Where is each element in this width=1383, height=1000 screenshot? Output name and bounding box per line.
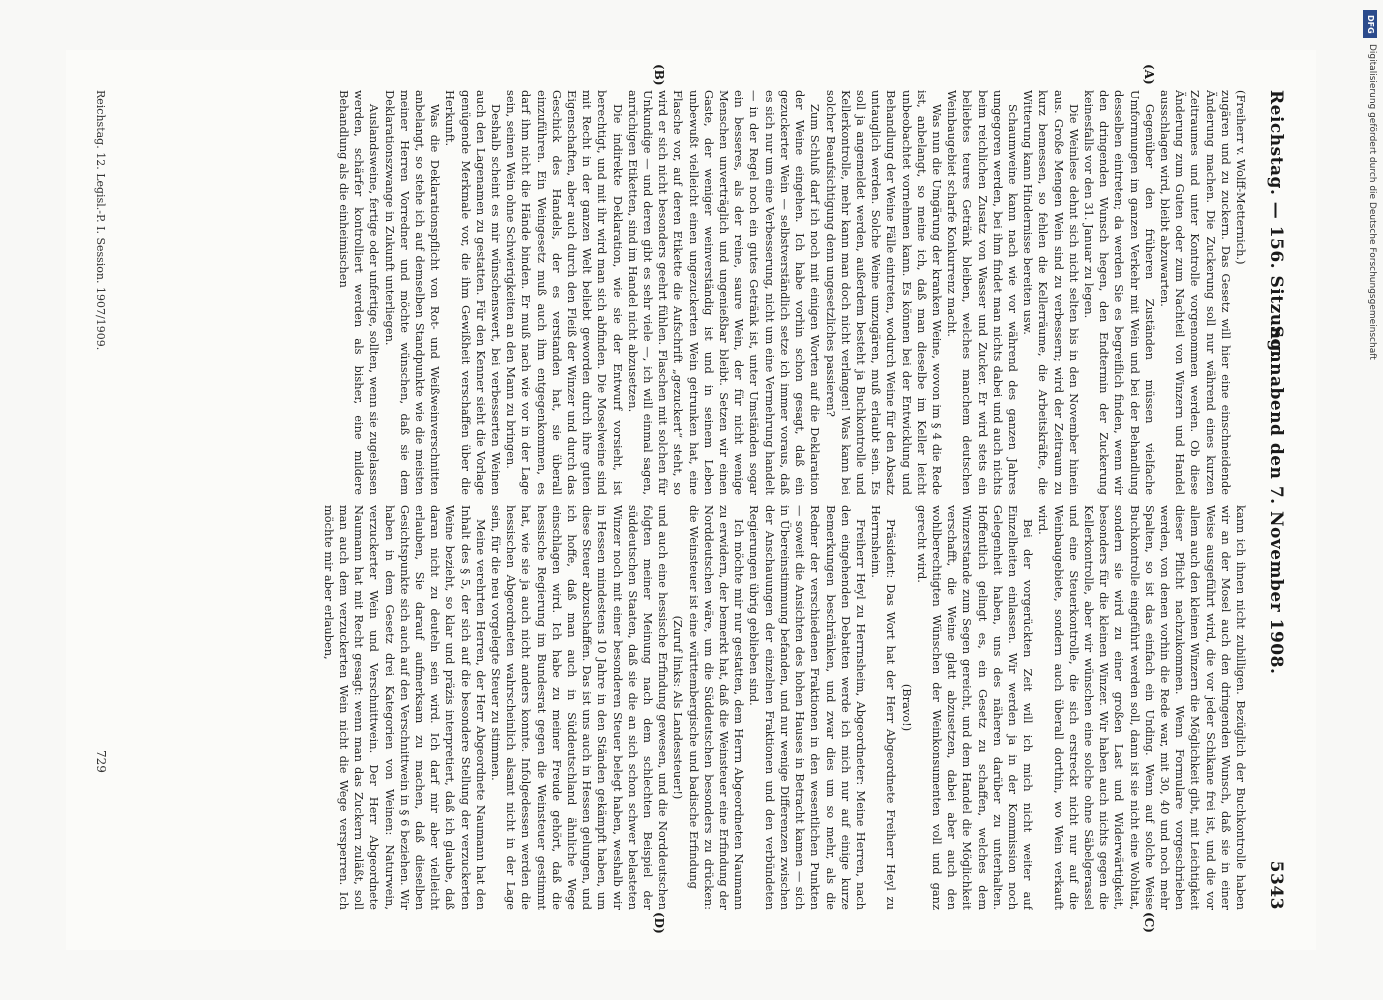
dfg-logo: DFG [1363,10,1377,38]
margin-marker-d: (D) [652,912,666,934]
footer-session-info: Reichstag. 12. Legisl.-P. I. Session. 1907/1909. [94,90,107,351]
margin-marker-c: (C) [1142,912,1156,933]
applause-note: (Bravo!) [899,683,914,732]
text-column-right [168,505,1248,910]
margin-marker-b: (B) [652,64,666,86]
header-date: Sonnabend den 7. November 1908. [1266,325,1286,675]
paragraph: zugären und zu zuckern. Das Gesetz will hier eine einschneidende Änderung machen. Die Zuckerung soll nur während eines kurzen Zeitraumes und unter Kontrolle vorgenommen werden. Ob diese Änderung zum Guten oder zum Nachteil von Winzern und Handel ausschlagen wird, bleibt abzuwarten. [1157,90,1233,495]
paragraph: Schaumweine kann nach wie vor während des ganzen Jahres umgegoren werden, bei ihm findet man nichts dabei und auch nichts beim reichlichen Zusatz von Wasser und Zucker. Er wird stets ein beliebtes teures Getränk bleiben, welches manchem deutschen Weinbaugebiet scharfe Konkurrenz macht. [945,90,1020,495]
speech-paragraph: Freiherr Heyl zu Herrnsheim, Abgeordneter: Meine Herren, nach den eingehenden Debatten werde ich mich nur auf einige kurze Bemerkungen beschränken, und zwar dies um so mehr, als die Redner der verschiedenen Fraktionen in den wesentlichen Punkten — soweit die Ansichten des hohen Hauses in Betracht kamen — sich in Übereinstimmung befanden, und nur wenige Differenzen zwischen der Anschauungen der einzelnen Fraktionen und den verbündeten Regierungen übrig geblieben sind. [747,505,868,910]
page-header [1258,90,1286,910]
paragraph: Zum Schluß darf ich noch mit einigen Worten auf die Deklaration der Weine eingehen. Ich habe vorhin schon gesagt, daß ein gezuckerter Wein — selbstverständlich setze ich immer voraus, daß es sich nur um eine Verbesserung, nicht um eine Vermehrung handelt — in der Regel noch ein gutes Getränk ist, unter Umständen sogar ein besseres, als der reine, saure Wein, der für nicht wenige Menschen unverträglich und ungenießbar bleibt. Setzen wir einen Gaste, der weniger weinverständig ist und in seinem Leben unbewußt vielleicht einen ungezuckerten Wein getrunken hat, eine Flasche vor, auf deren Etikette die Aufschrift „gezuckert“ steht, so wird er sich nicht besonders geehrt fühlen. Flaschen mit solchen für Unkundige — und deren gibt es sehr viele —, ich will einmal sagen, anrüchigen Etiketten, sind im Handel nicht abzusetzen. [625,90,823,495]
rotated-newspaper-page [66,50,1316,950]
header-left: Reichstag. — 156. Sitzung. [1266,90,1286,359]
paragraph: kann ich ihnen nicht zubilligen. Bezüglich der Buchkontrolle haben wir an der Mosel auch den dringenden Wunsch, daß sie in einer Weise ausgeführt wird, die vor jeder Schikane frei ist, und die vor allem auch den kleinen Winzern die Möglichkeit gibt, mit Leichtigkeit dieser Pflicht nachzukommen. Wenn Formulare vorgeschrieben werden, von denen vorhin die Rede war, mit 30, 40 und noch mehr Spalten, so ist das einfach ein Unding. Wenn auf solche Weise Buchkontrolle eingeführt werden soll, dann ist sie nicht eine Wohltat, sondern sie wird zu einer großen Last und Widerwärtigkeit, besonders für die kleinen Winzer. Wir haben auch nichts gegen die Kellerkontrolle, aber wir wünschen eine solche ohne Säbelgerassel und eine Steuerkontrolle, die sich erstreckt nicht nur auf die Weinbaugebiete, sondern auch überall dorthin, wo Wein verkauft wird. [1036,505,1248,910]
president-remark: Präsident: Das Wort hat der Herr Abgeordnete Freiherr Heyl zu Herrnsheim. [869,505,899,910]
column-speaker-note: (Freiherr v. Wolff-Metternich.) [1234,90,1248,265]
margin-marker-a: (A) [1142,64,1156,85]
interjection-note: (Zuruf links: Als Landessteuer!) [671,615,686,800]
paragraph: Die Weinlese dehnt sich nicht selten bis in den November hinein aus. Große Mengen Wein sind zu verbessern; wird der Zeitraum zu kurz bemessen, so fehlen die Kellerräume, die Arbeitskräfte, die Witterung kann Hindernisse bereiten usw. [1021,90,1081,495]
text-column-left [168,90,1248,495]
paragraph: Deshalb scheint es mir wünschenswert, bei verbesserten Weinen auch den Lagenamen zu gestatten. Für den Kenner sieht die Vorlage genügende Merkmale vor, die ihm Gewißheit verschaffen über die Herkunft. [443,90,504,495]
paragraph: Die indirekte Deklaration, wie sie der Entwurf vorsieht, ist berechtigt, und mit ihr wird man sich abfinden. Die Moselweine sind mit Recht in der ganzen Welt beliebt geworden durch ihre guten Eigenschaften, aber auch durch den Fleiß der Winzer und durch das Geschick des Handels, der es verstanden hat, sie überall einzuführen. Ein Weingesetz muß auch ihm entgegenkommen, es darf ihm nicht die Hände binden. Er muß nach wie vor in der Lage sein, seinen Wein ohne Schwierigkeiten an den Mann zu bringen. [504,90,625,495]
digitization-credit [1363,10,1377,990]
paragraph: Ich möchte mir nur gestatten, dem Herrn Abgeordneten Naumann zu erwidern, der bemerkt hat, daß die Weinsteuer eine Erfindung der Norddeutschen wäre, um die Süddeutschen besonders zu drücken: die Weinsteuer ist eine württembergische und badische Erfindung [686,505,747,910]
paragraph: und auch eine hessische Erfindung gewesen, und die Norddeutschen folgten meiner Meinung nach dem schlechten Beispiel der süddeutschen Staaten, daß sie die an sich schon schwer belasteten Winzer noch mit einer besonderen Steuer belegt haben, weshalb wir in Hessen mindestens 10 Jahre in den Ständen gekämpft haben, um diese Steuer abzuschaffen. Das ist uns auch in Hessen gelungen, und ich hoffe, daß man auch in Süddeutschland ähnliche Wege einschlagen wird. Ich habe zu meiner Freude gehört, daß die hessische Regierung im Bundesrat gegen die Weinsteuer gestimmt hat, wie sie ja auch nicht anders konnte. Infolgedessen werden die hessischen Abgeordneten wahrscheinlich alsamt nicht in der Lage sein, für die neu vorgelegte Steuer zu stimmen. [489,505,671,910]
paragraph: Gegenüber den früheren Zuständen müssen vielfache Umformungen im ganzen Verkehr mit Wein und bei der Behandlung desselben eintreten; da werden Sie es begreiflich finden, wenn wir den dringenden Wunsch hegen, den Endtermin der Zuckerung keinesfalls vor den 31. Januar zu legen. [1081,90,1157,495]
footer-sheet-number: 729 [94,750,108,773]
paragraph: Was nun die Umgärung der kranken Weine, wovon im § 4 die Rede ist, anbelangt, so meine ich, daß man dieselbe im Keller leicht unbeobachtet vornehmen kann. Es können bei der Entwicklung und Behandlung der Weine Fälle eintreten, wodurch Weine für den Absatz untauglich werden. Solche Weine umzugären, muß erlaubt sein. Es soll ja angemeldet werden, außerdem besteht ja Buchkontrolle und Kellerkontrolle, mehr kann man doch nicht verlangen! Was kann bei solcher Beaufsichtigung denn ungesetzliches passieren? [823,90,944,495]
paragraph: Was die Deklarationspflicht von Rot- und Weißweinverschnitten anbelangt, so stehe ich auf demselben Standpunkte wie die meisten meiner Herren Vorredner und möchte wünschen, daß sie dem Deklarationszwange in Zukunft unterliegen. [382,90,443,495]
header-page-number: 5343 [1266,860,1286,910]
digitization-credit-text: Digitalisierung gefördert durch die Deutsche Forschungsgemeinschaft [1367,44,1377,360]
paragraph: Auslandsweine, fertige oder unfertige, sollten, wenn sie zugelassen werden, schärfer kontrolliert werden als bisher, eine mildere Behandlung als die einheimischen [337,90,382,495]
paragraph: Meine verehrten Herren, der Herr Abgeordnete Naumann hat den Inhalt des § 5, der sich auf die besondere Stellung der verzuckerten Weine bezieht, so klar und präzis interpretiert, daß ich glaube, daß daran nicht zu deuteln sein wird. Ich darf mir aber vielleicht erlauben, Sie darauf aufmerksam zu machen, daß dieselben Gesichtspunkte sich auch auf den Verschnittwein in § 6 beziehen. Wir haben in dem Gesetz drei Kategorien von Weinen: Naturwein, verzuckerter Wein und Verschnittwein. Der Herr Abgeordnete Naumann hat mit Recht gesagt: wenn man das Zuckern zuläßt, soll man auch dem verzuckerten Wein nicht die Wege versperren. Ich möchte mir aber erlauben, [321,505,488,910]
paragraph: Bei der vorgerückten Zeit will ich mich nicht weiter auf Einzelheiten einlassen. Wir werden ja in der Kommission noch Gelegenheit haben, uns des näheren darüber zu unterhalten. Hoffentlich gelingt es, ein Gesetz zu schaffen, welches dem Winzerstande zum Segen gereicht, und dem Handel die Möglichkeit verschafft, die Weine glatt abzusetzen, dabei aber auch den wohlberechtigten Wünschen der Weinkonsumenten voll und ganz gerecht wird. [914,505,1036,910]
